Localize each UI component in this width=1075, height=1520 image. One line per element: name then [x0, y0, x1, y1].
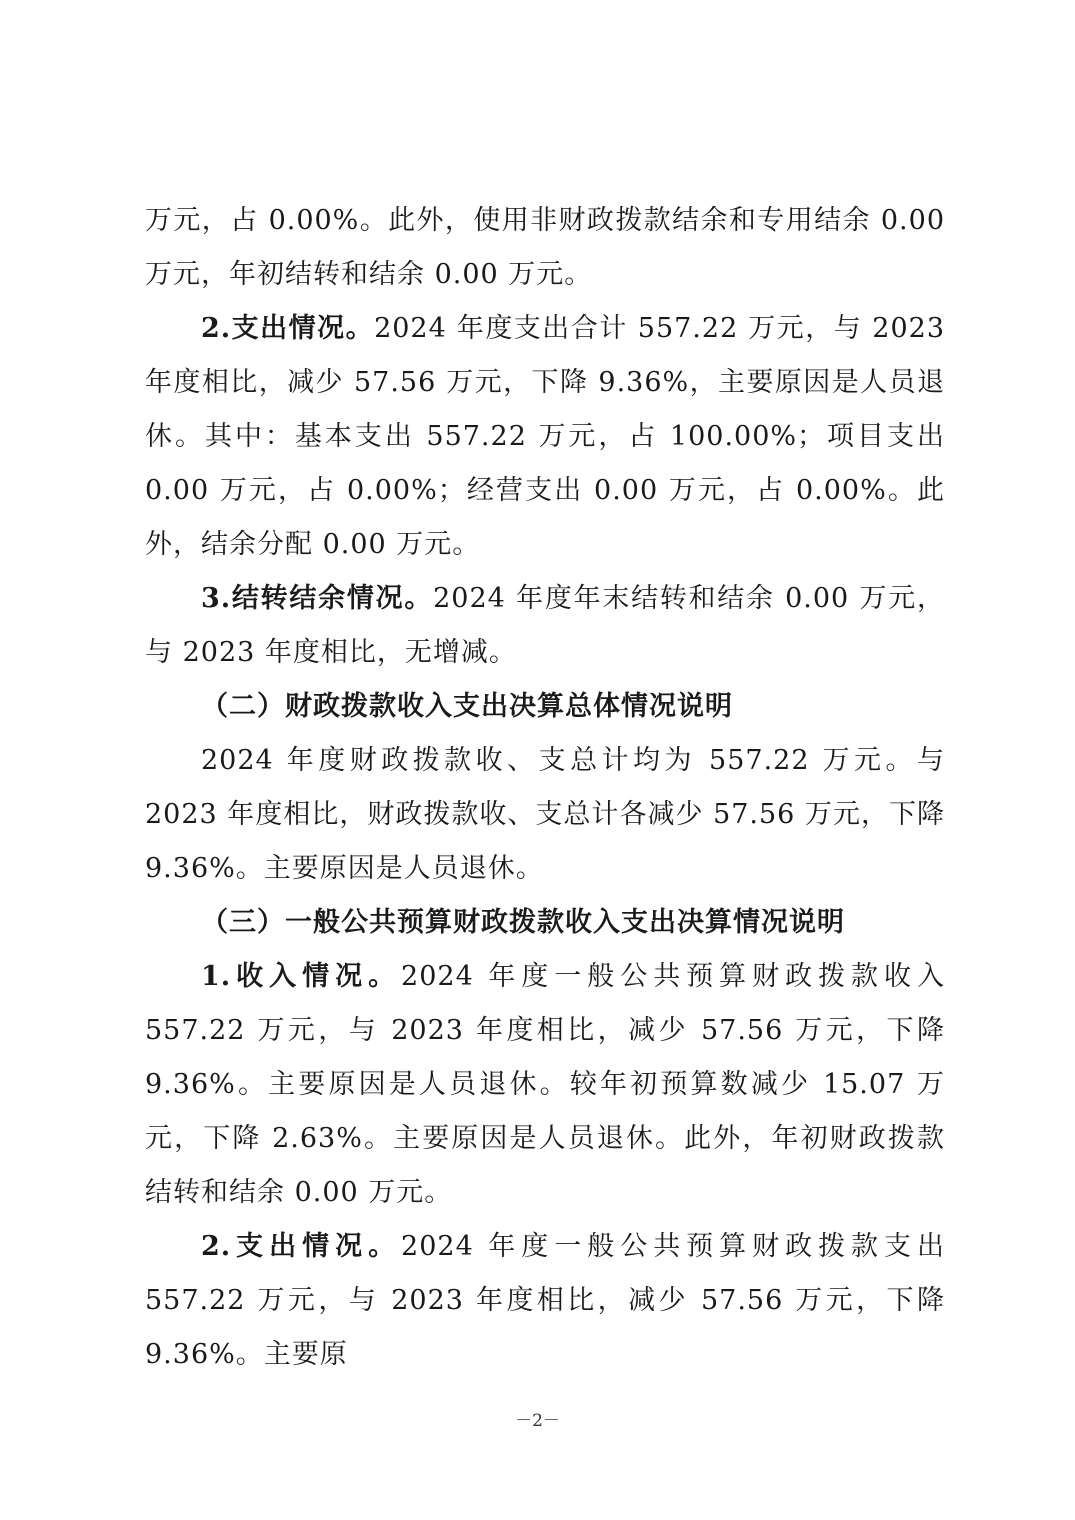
section-heading-fiscal-overview: （二）财政拨款收入支出决算总体情况说明: [201, 691, 733, 722]
paragraph-text: 2024 年度一般公共预算财政拨款收入 557.22 万元，与 2023 年度相比，减少 57.56 万元，下降 9.36%。主要原因是人员退休。较年初预算数减少 15.07 万元，下降 2.63%。主要原因是人员退休。此外，年初财政拨款结转和结余 0.00 万元。: [145, 961, 946, 1208]
paragraph-income-continuation: [145, 194, 945, 302]
page-number: －2－: [515, 1411, 560, 1431]
document-body: [145, 194, 945, 1382]
paragraph-lead: 2.支出情况。: [201, 313, 375, 344]
paragraph-general-budget-expenditure: [145, 1220, 945, 1382]
paragraph-fiscal-overview: [145, 734, 945, 896]
paragraph-lead: 3.结转结余情况。: [201, 583, 434, 614]
paragraph-text: 2024 年度支出合计 557.22 万元，与 2023 年度相比，减少 57.56 万元，下降 9.36%，主要原因是人员退休。其中：基本支出 557.22 万元，占 100.00%；项目支出 0.00 万元，占 0.00%；经营支出 0.00 万元，占 0.00%。此外，结余分配 0.00 万元。: [145, 313, 945, 560]
paragraph-carryover: [145, 572, 945, 680]
paragraph-lead: 1.收入情况。: [201, 961, 402, 992]
paragraph-text: 万元，占 0.00%。此外，使用非财政拨款结余和专用结余 0.00 万元，年初结转和结余 0.00 万元。: [145, 205, 945, 290]
paragraph-text: 2024 年度年末结转和结余 0.00 万元，与 2023 年度相比，无增减。: [145, 583, 946, 668]
paragraph-text: 2024 年度一般公共预算财政拨款支出 557.22 万元，与 2023 年度相比，减少 57.56 万元，下降 9.36%。主要原: [145, 1231, 946, 1370]
paragraph-general-budget-income: [145, 950, 945, 1220]
paragraph-lead: 2.支出情况。: [201, 1231, 402, 1262]
section-heading-general-budget: （三）一般公共预算财政拨款收入支出决算情况说明: [201, 907, 845, 938]
paragraph-text: 2024 年度财政拨款收、支总计均为 557.22 万元。与 2023 年度相比，财政拨款收、支总计各减少 57.56 万元，下降 9.36%。主要原因是人员退休。: [145, 745, 945, 884]
paragraph-expenditure: [145, 302, 945, 572]
